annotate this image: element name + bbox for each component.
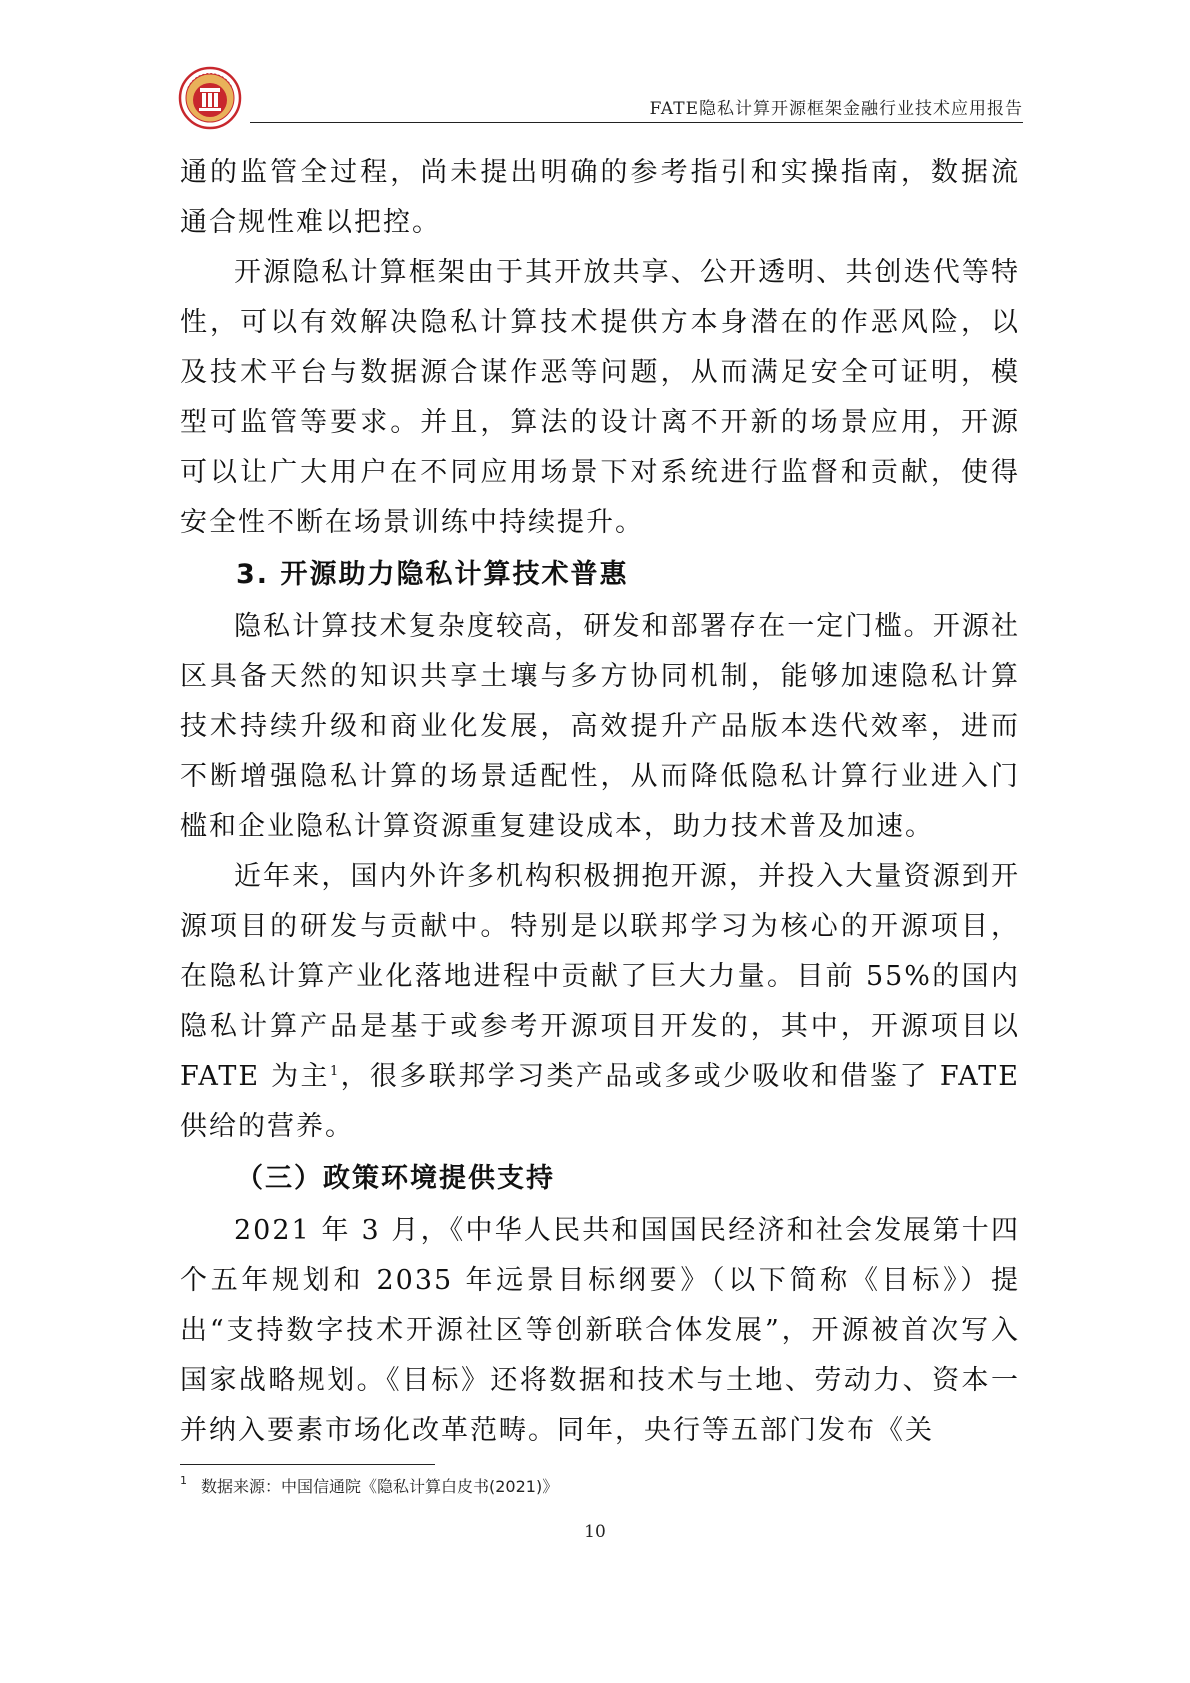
footnote-text: 数据来源：中国信通院《隐私计算白皮书(2021)》: [201, 1477, 559, 1496]
paragraph-policy: 2021 年 3 月，《中华人民共和国国民经济和社会发展第十四个五年规划和 2035 年远景目标纲要》（以下简称《目标》）提出“支持数字技术开源社区等创新联合体发展”，开源被首次写入国家战略规划。《目标》还将数据和技术与土地、劳动力、资本一并纳入要素市场化改革范畴。同年，央行等五部门发布《关: [180, 1215, 1020, 1446]
paragraph-open-source-framework: 开源隐私计算框架由于其开放共享、公开透明、共创迭代等特性，可以有效解决隐私计算技术提供方本身潜在的作恶风险，以及技术平台与数据源合谋作恶等问题，从而满足安全可证明，模型可监管等要求。并且，算法的设计离不开新的场景应用，开源可以让广大用户在不同应用场景下对系统进行监督和贡献，使得安全性不断在场景训练中持续提升。: [180, 257, 1020, 538]
institute-logo-icon: [178, 66, 242, 130]
section-heading-3: 3. 开源助力隐私计算技术普惠: [236, 559, 629, 590]
footnote-mark: 1: [180, 1474, 187, 1487]
page-body: [180, 148, 1020, 1456]
header-divider: [250, 122, 1023, 123]
paragraph-recent-years: [180, 852, 1020, 1152]
paragraph-recent-years-text: 近年来，国内外许多机构积极拥抱开源，并投入大量资源到开源项目的研发与贡献中。特别是以联邦学习为核心的开源项目，在隐私计算产业化落地进程中贡献了巨大力量。目前 55%的国内隐私计算产品是基于或参考开源项目开发的，其中，开源项目以 FATE 为主: [180, 861, 1020, 1092]
page-header: [178, 66, 1023, 130]
section-heading-policy: （三）政策环境提供支持: [236, 1163, 555, 1194]
paragraph-continued: 通的监管全过程，尚未提出明确的参考指引和实操指南，数据流通合规性难以把控。: [180, 157, 1020, 238]
report-title: FATE隐私计算开源框架金融行业技术应用报告: [649, 99, 1023, 119]
paragraph-recent-years-text-end: ，很多联邦学习类产品或多或少吸收和借鉴了 FATE 供给的营养。: [180, 1061, 1020, 1142]
page-number: 10: [584, 1522, 606, 1542]
paragraph-complexity: 隐私计算技术复杂度较高，研发和部署存在一定门槛。开源社区具备天然的知识共享土壤与多方协同机制，能够加速隐私计算技术持续升级和商业化发展，高效提升产品版本迭代效率，进而不断增强隐私计算的场景适配性，从而降低隐私计算行业进入门槛和企业隐私计算资源重复建设成本，助力技术普及加速。: [180, 611, 1020, 842]
footnote: [180, 1474, 558, 1497]
footnote-divider: [180, 1464, 435, 1465]
footnote-reference: 1: [329, 1064, 341, 1079]
